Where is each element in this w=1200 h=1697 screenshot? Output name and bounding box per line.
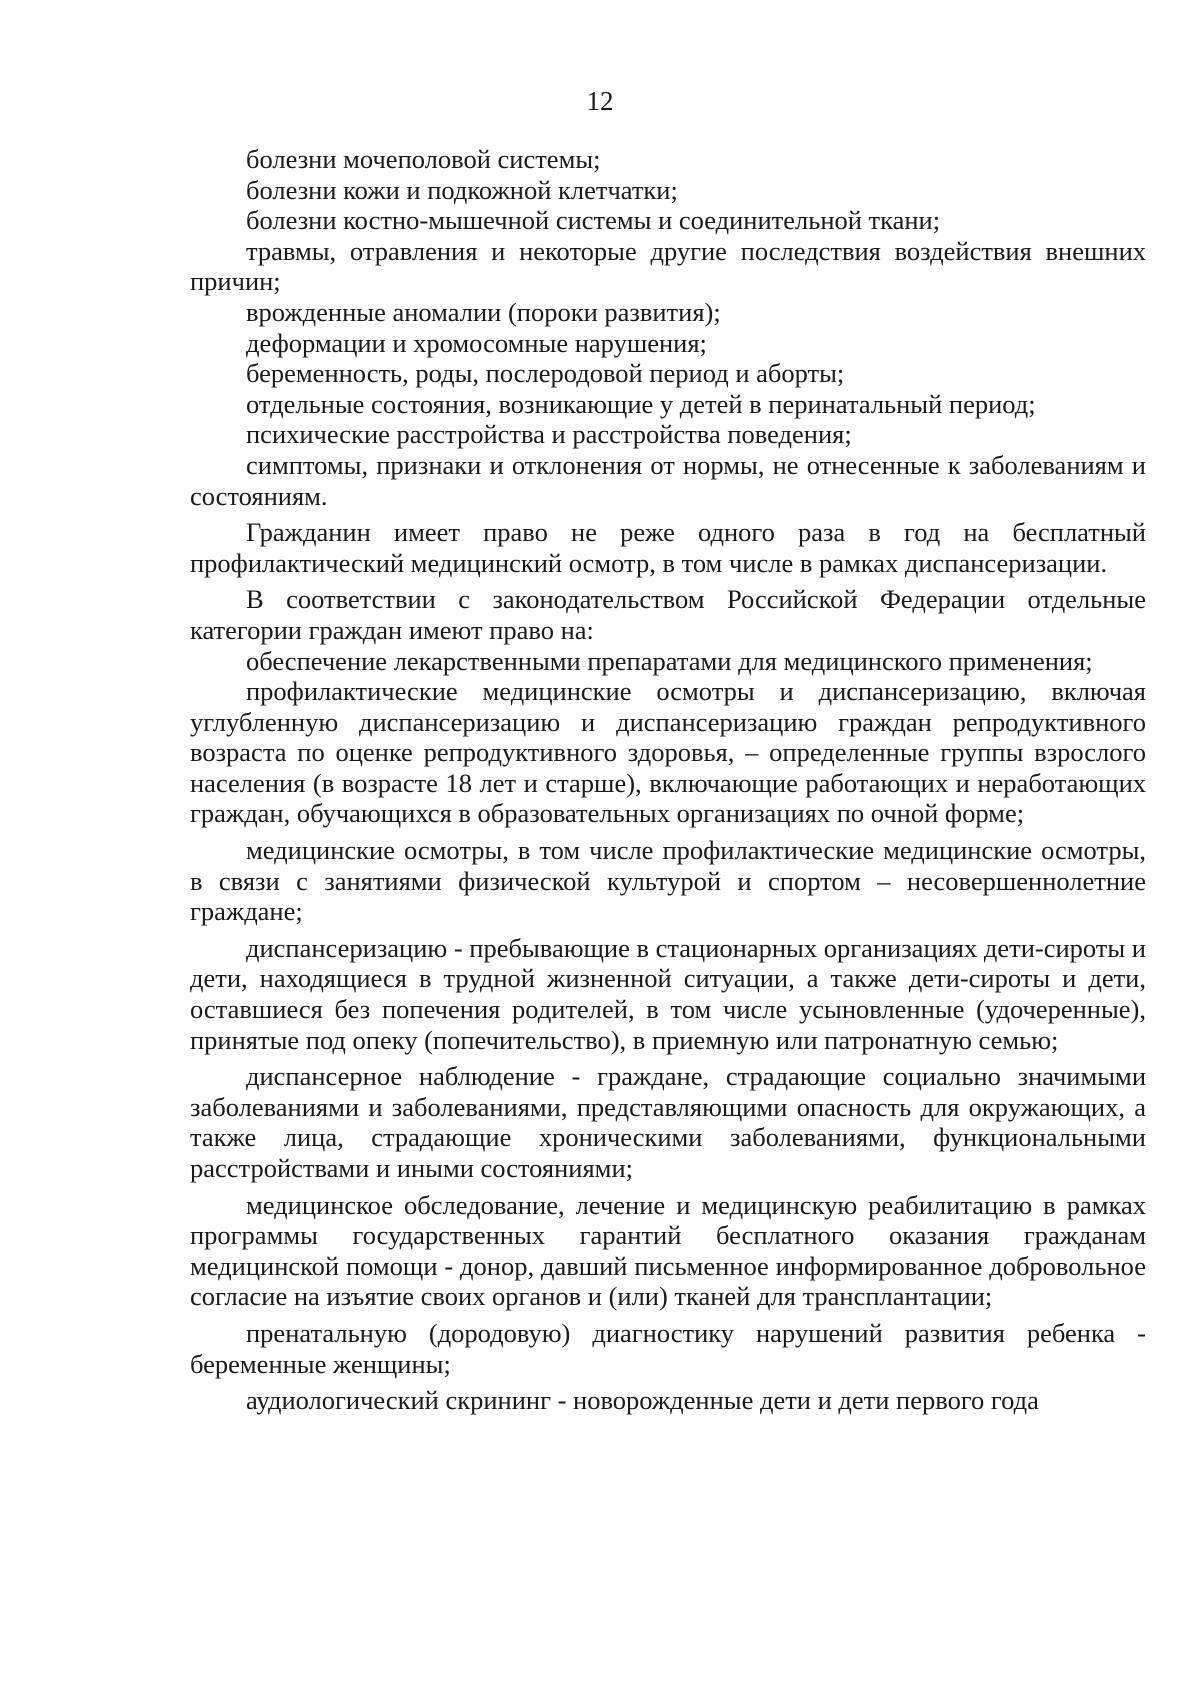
paragraph: болезни мочеполовой системы; xyxy=(246,144,601,174)
paragraph: профилактические медицинские осмотры и диспансеризацию, включая углубленную диспансеризацию и диспансеризацию граждан репродуктивного возраста по оценке репродуктивного здоровья, – определенные группы взрослого населения (в возрасте 18 лет и старше), включающие работающих и неработающих граждан, обучающихся в образовательных организациях по очной форме; xyxy=(190,676,1146,829)
paragraph: Гражданин имеет право не реже одного раза в год на бесплатный профилактический медицинский осмотр, в том числе в рамках диспансеризации. xyxy=(190,517,1146,578)
paragraph: психические расстройства и расстройства поведения; xyxy=(246,419,852,450)
paragraph: пренатальную (дородовую) диагностику нарушений развития ребенка - беременные женщины; xyxy=(190,1317,1146,1379)
paragraph: медицинские осмотры, в том числе профилактические медицинские осмотры, в связи с занятиями физической культурой и спортом – несовершеннолетние граждане; xyxy=(190,835,1146,927)
paragraph: симптомы, признаки и отклонения от нормы, не отнесенные к заболеваниям и состояниям. xyxy=(190,449,1146,511)
paragraph: болезни костно-мышечной системы и соединительной ткани; xyxy=(246,205,941,236)
paragraph: деформации и хромосомные нарушения; xyxy=(246,327,707,358)
paragraph: болезни кожи и подкожной клетчатки; xyxy=(246,174,678,205)
paragraph: диспансеризацию - пребывающие в стационарных организациях дети-сироты и дети, находящиеся в трудной жизненной ситуации, а также дети-сироты и дети, оставшиеся без попечения родителей, в том числе усыновленные (удочеренные), принятые под опеку (попечительство), в приемную или патронатную семью; xyxy=(190,932,1146,1055)
paragraph: беременность, роды, послеродовой период и аборты; xyxy=(246,358,845,389)
document-body xyxy=(190,144,1146,1416)
paragraph: медицинское обследование, лечение и медицинскую реабилитацию в рамках программы государственных гарантий бесплатного оказания гражданам медицинской помощи - донор, давший письменное информированное добровольное согласие на изъятие своих органов и (или) тканей для трансплантации; xyxy=(190,1189,1146,1312)
paragraph: отдельные состояния, возникающие у детей в перинатальный период; xyxy=(246,388,1036,419)
paragraph: аудиологический скрининг - новорожденные дети и дети первого года xyxy=(246,1385,1039,1416)
paragraph: обеспечение лекарственными препаратами для медицинского применения; xyxy=(246,645,1093,676)
paragraph: В соответствии с законодательством Российской Федерации отдельные категории граждан имеют право на: xyxy=(190,584,1146,645)
paragraph: травмы, отравления и некоторые другие последствия воздействия внешних причин; xyxy=(190,235,1146,297)
paragraph: диспансерное наблюдение - граждане, страдающие социально значимыми заболеваниями и заболеваниями, представляющими опасность для окружающих, а также лица, страдающие хроническими заболеваниями, функциональными расстройствами и иными состояниями; xyxy=(190,1061,1146,1183)
paragraph: врожденные аномалии (пороки развития); xyxy=(246,296,721,327)
page-number: 12 xyxy=(586,86,614,116)
